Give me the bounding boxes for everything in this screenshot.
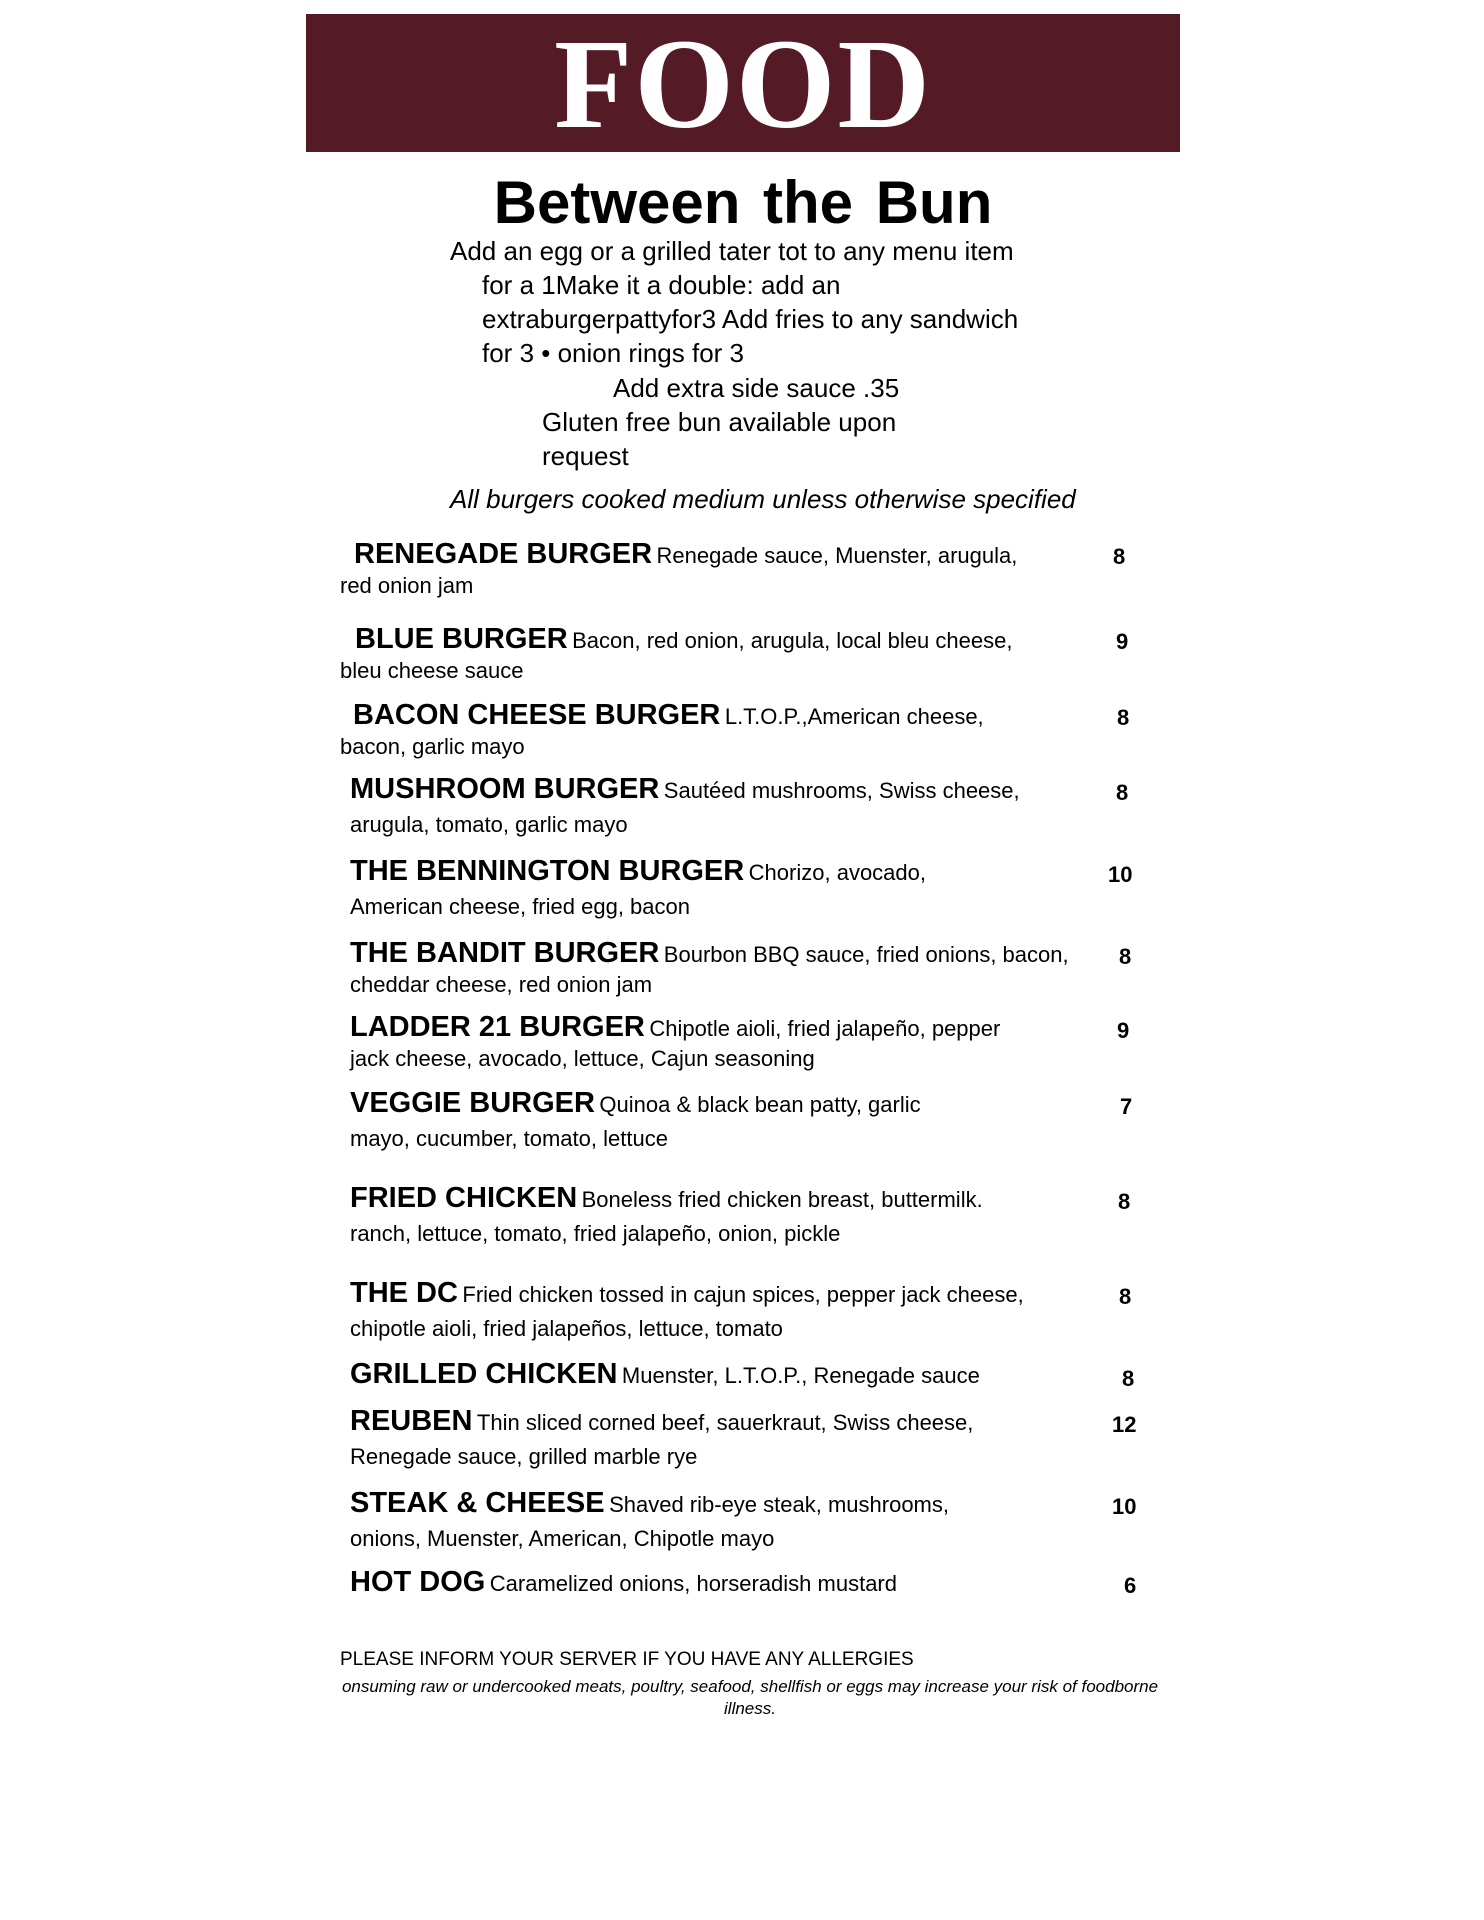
menu-item [340,855,1140,920]
item-name: THE DC [350,1277,458,1309]
item-price: 10 [1112,1494,1137,1519]
menu-item [340,1405,1140,1470]
item-description-continued: American cheese, fried egg, bacon [350,894,690,919]
banner-title: FOOD [554,13,932,155]
menu-item [340,937,1140,998]
item-description: Chipotle aioli, fried jalapeño, pepper [649,1016,1001,1041]
item-name: BLUE BURGER [355,623,568,655]
item-description: Caramelized onions, horseradish mustard [489,1571,897,1596]
item-name: LADDER 21 BURGER [350,1011,645,1043]
menu-item [340,1011,1140,1072]
item-description: Shaved rib-eye steak, mushrooms, [609,1492,949,1517]
item-name: THE BANDIT BURGER [350,937,660,969]
menu-item [340,623,1140,684]
cooking-note: All burgers cooked medium unless otherwise specified [450,484,1076,514]
item-price: 7 [1120,1094,1133,1119]
item-description-continued: red onion jam [340,573,474,598]
item-description-continued: arugula, tomato, garlic mayo [350,812,628,837]
menu-item [340,699,1140,760]
item-name: THE BENNINGTON BURGER [350,855,745,887]
item-name: HOT DOG [350,1566,486,1598]
item-description-continued: onions, Muenster, American, Chipotle mayo [350,1526,775,1551]
item-price: 12 [1112,1412,1137,1437]
menu-item [340,1358,1140,1391]
item-description: L.T.O.P.,American cheese, [724,704,984,729]
food-banner [306,13,1180,155]
item-description: Chorizo, avocado, [748,860,926,885]
item-price: 9 [1117,1018,1130,1043]
item-description-continued: ranch, lettuce, tomato, fried jalapeño, onion, pickle [350,1221,841,1246]
item-description: Fried chicken tossed in cajun spices, pepper jack cheese, [462,1282,1024,1307]
note-line-4: for 3 • onion rings for 3 [482,338,745,368]
item-description: Boneless fried chicken breast, buttermilk. [581,1187,983,1212]
item-name: REUBEN [350,1405,473,1437]
note-line-1: Add an egg or a grilled tater tot to any menu item [450,236,1014,266]
menu-item [340,1277,1140,1342]
item-name: FRIED CHICKEN [350,1182,578,1214]
item-description-continued: Renegade sauce, grilled marble rye [350,1444,698,1469]
menu-item [340,538,1140,599]
item-description: Renegade sauce, Muenster, arugula, [656,543,1018,568]
item-description: Muenster, L.T.O.P., Renegade sauce [621,1363,980,1388]
item-price: 8 [1119,1284,1132,1309]
item-name: VEGGIE BURGER [350,1087,595,1119]
item-price: 8 [1118,1189,1131,1214]
item-description-continued: bleu cheese sauce [340,658,524,683]
menu-item [340,1087,1140,1152]
item-price: 8 [1117,705,1130,730]
note-line-7: request [542,441,629,471]
item-price: 8 [1113,544,1126,569]
item-price: 6 [1124,1573,1137,1598]
note-line-5: Add extra side sauce .35 [613,373,900,403]
item-description-continued: jack cheese, avocado, lettuce, Cajun seasoning [350,1046,815,1071]
item-price: 10 [1108,862,1133,887]
item-description: Thin sliced corned beef, sauerkraut, Swiss cheese, [476,1410,974,1435]
item-description-continued: mayo, cucumber, tomato, lettuce [350,1126,668,1151]
menu-item [340,1566,1140,1599]
item-price: 8 [1116,780,1129,805]
item-name: STEAK & CHEESE [350,1487,605,1519]
item-price: 8 [1122,1366,1135,1391]
item-price: 9 [1116,629,1129,654]
item-description-continued: bacon, garlic mayo [340,734,525,759]
item-name: RENEGADE BURGER [354,538,653,570]
section-title: Between the Bun [493,169,993,236]
menu-item [340,773,1140,838]
item-description-continued: cheddar cheese, red onion jam [350,972,653,997]
food-safety-disclaimer: onsuming raw or undercooked meats, poultry, seafood, shellfish or eggs may increase your risk of foodborne illness. [341,1677,1159,1718]
note-line-3: extraburgerpattyfor3 Add fries to any sandwich [482,304,1019,334]
menu-item [340,1182,1140,1247]
item-name: GRILLED CHICKEN [350,1358,618,1390]
note-line-6: Gluten free bun available upon [542,407,897,437]
item-description: Bourbon BBQ sauce, fried onions, bacon, [663,942,1069,967]
menu-item [340,1487,1140,1552]
item-description: Bacon, red onion, arugula, local bleu cheese, [572,628,1013,653]
item-name: BACON CHEESE BURGER [353,699,721,731]
item-description: Sautéed mushrooms, Swiss cheese, [663,778,1020,803]
item-description-continued: chipotle aioli, fried jalapeños, lettuce, tomato [350,1316,783,1341]
item-price: 8 [1119,944,1132,969]
note-line-2: for a 1Make it a double: add an [482,270,841,300]
allergy-notice: PLEASE INFORM YOUR SERVER IF YOU HAVE ANY ALLERGIES [340,1649,914,1670]
item-name: MUSHROOM BURGER [350,773,660,805]
item-description: Quinoa & black bean patty, garlic [599,1092,921,1117]
